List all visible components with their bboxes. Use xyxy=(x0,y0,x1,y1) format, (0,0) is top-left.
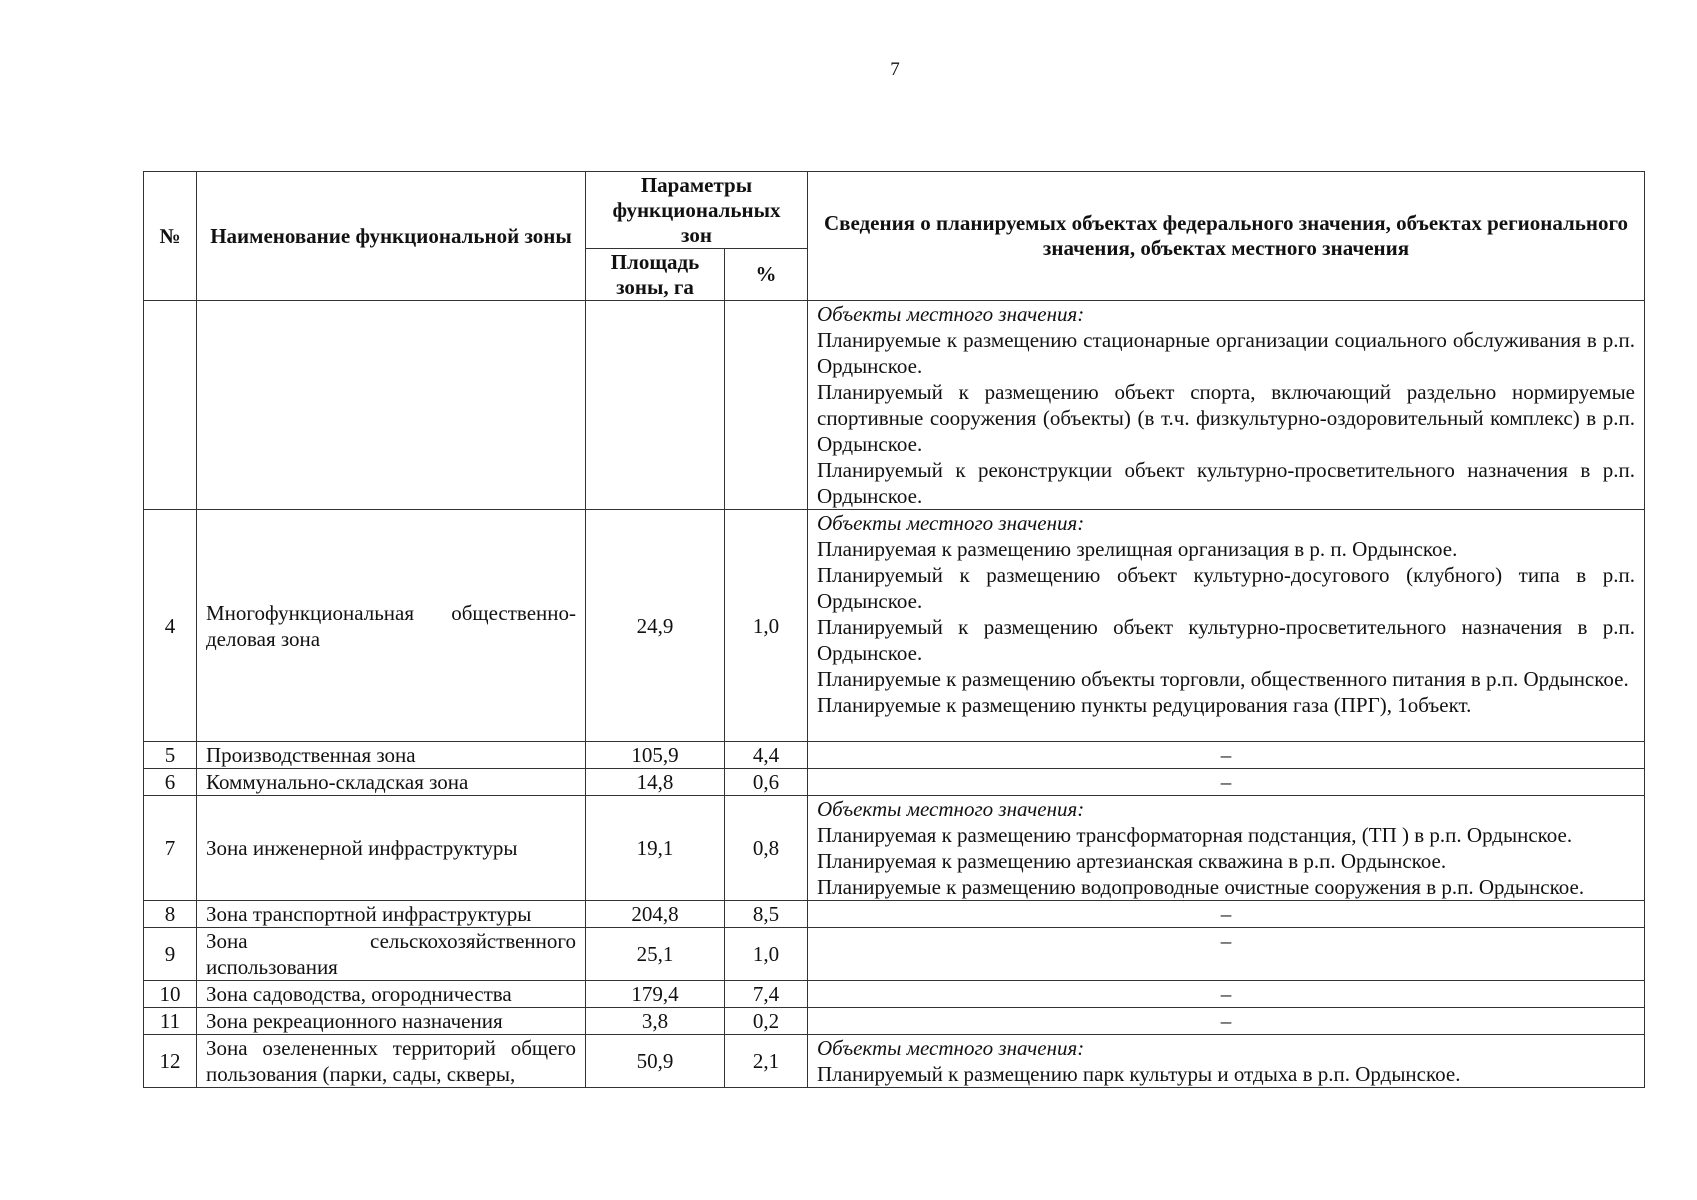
table-row xyxy=(144,796,1645,901)
objects-heading: Объекты местного значения: xyxy=(817,797,1085,821)
objects-heading: Объекты местного значения: xyxy=(817,302,1085,326)
objects-item: Планируемые к размещению стационарные организации социального обслуживания в р.п. Ордынское. xyxy=(817,328,1635,378)
zone-name xyxy=(197,301,586,510)
zone-area: 179,4 xyxy=(586,981,725,1008)
objects-item: Планируемый к размещению объект культурно-досугового (клубного) типа в р.п. Ордынское. xyxy=(817,563,1635,613)
objects-item: Планируемая к размещению трансформаторная подстанция, (ТП ) в р.п. Ордынское. xyxy=(817,823,1573,847)
table-row xyxy=(144,1035,1645,1088)
zone-percent: 0,2 xyxy=(725,1008,808,1035)
objects-item: Планируемые к размещению пункты редуцирования газа (ПРГ), 1объект. xyxy=(817,693,1472,717)
table-row xyxy=(144,928,1645,981)
row-number: 6 xyxy=(144,769,197,796)
planned-objects xyxy=(808,796,1645,901)
header-percent: % xyxy=(725,249,808,301)
table-row xyxy=(144,510,1645,742)
header-zone-parameters: Параметры функциональных зон xyxy=(586,172,808,249)
objects-item: Планируемая к размещению зрелищная организация в р. п. Ордынское. xyxy=(817,537,1458,561)
zone-name: Зона сельскохозяйственного использования xyxy=(197,928,586,981)
planned-objects-dash: – xyxy=(808,742,1645,769)
row-number: 12 xyxy=(144,1035,197,1088)
zone-percent: 2,1 xyxy=(725,1035,808,1088)
zone-name: Зона инженерной инфраструктуры xyxy=(197,796,586,901)
zone-area: 25,1 xyxy=(586,928,725,981)
row-number xyxy=(144,301,197,510)
row-number: 9 xyxy=(144,928,197,981)
zone-percent: 1,0 xyxy=(725,928,808,981)
zone-area: 3,8 xyxy=(586,1008,725,1035)
objects-item: Планируемый к размещению объект спорта, включающий раздельно нормируемые спортивные сооружения (объекты) (в т.ч. физкультурно-оздоровительный комплекс) в р.п. Ордынское. xyxy=(817,380,1635,456)
zone-area: 24,9 xyxy=(586,510,725,742)
table-row xyxy=(144,1008,1645,1035)
zone-name: Производственная зона xyxy=(197,742,586,769)
table-row xyxy=(144,901,1645,928)
planned-objects xyxy=(808,1035,1645,1088)
functional-zones-table xyxy=(143,171,1645,1088)
row-number: 4 xyxy=(144,510,197,742)
objects-item: Планируемый к реконструкции объект культурно-просветительного назначения в р.п. Ордынское. xyxy=(817,458,1635,508)
zone-area: 14,8 xyxy=(586,769,725,796)
zone-name: Многофункциональная общественно-деловая зона xyxy=(197,510,586,742)
zone-percent: 8,5 xyxy=(725,901,808,928)
objects-item: Планируемый к размещению парк культуры и отдыха в р.п. Ордынское. xyxy=(817,1062,1461,1086)
table-row xyxy=(144,769,1645,796)
objects-item: Планируемые к размещению объекты торговли, общественного питания в р.п. Ордынское. xyxy=(817,667,1629,691)
zone-percent: 0,8 xyxy=(725,796,808,901)
zone-area: 50,9 xyxy=(586,1035,725,1088)
zone-name: Зона садоводства, огородничества xyxy=(197,981,586,1008)
zone-name: Зона рекреационного назначения xyxy=(197,1008,586,1035)
row-number: 7 xyxy=(144,796,197,901)
row-number: 10 xyxy=(144,981,197,1008)
zone-percent: 7,4 xyxy=(725,981,808,1008)
table-row xyxy=(144,742,1645,769)
zone-area xyxy=(586,301,725,510)
zone-area: 19,1 xyxy=(586,796,725,901)
objects-heading: Объекты местного значения: xyxy=(817,511,1085,535)
objects-item: Планируемый к размещению объект культурно-просветительного назначения в р.п. Ордынское. xyxy=(817,615,1635,665)
objects-item: Планируемые к размещению водопроводные очистные сооружения в р.п. Ордынское. xyxy=(817,875,1585,899)
zone-name: Зона транспортной инфраструктуры xyxy=(197,901,586,928)
planned-objects-dash: – xyxy=(808,928,1645,981)
zone-name: Зона озелененных территорий общего пользования (парки, сады, скверы, xyxy=(197,1035,586,1088)
table-row xyxy=(144,981,1645,1008)
objects-item: Планируемая к размещению артезианская скважина в р.п. Ордынское. xyxy=(817,849,1447,873)
objects-heading: Объекты местного значения: xyxy=(817,1036,1085,1060)
zone-area: 105,9 xyxy=(586,742,725,769)
planned-objects xyxy=(808,510,1645,742)
header-area: Площадь зоны, га xyxy=(586,249,725,301)
planned-objects xyxy=(808,301,1645,510)
header-number: № xyxy=(144,172,197,301)
page-number: 7 xyxy=(890,59,900,80)
zone-area: 204,8 xyxy=(586,901,725,928)
zone-percent: 1,0 xyxy=(725,510,808,742)
row-number: 11 xyxy=(144,1008,197,1035)
table-row xyxy=(144,301,1645,510)
zone-name: Коммунально-складская зона xyxy=(197,769,586,796)
zone-percent xyxy=(725,301,808,510)
planned-objects-dash: – xyxy=(808,981,1645,1008)
planned-objects-dash: – xyxy=(808,901,1645,928)
row-number: 5 xyxy=(144,742,197,769)
zone-percent: 0,6 xyxy=(725,769,808,796)
header-planned-objects: Сведения о планируемых объектах федерального значения, объектах регионального значения, объектах местного значения xyxy=(808,172,1645,301)
planned-objects-dash: – xyxy=(808,769,1645,796)
row-number: 8 xyxy=(144,901,197,928)
zone-percent: 4,4 xyxy=(725,742,808,769)
header-zone-name: Наименование функциональной зоны xyxy=(197,172,586,301)
planned-objects-dash: – xyxy=(808,1008,1645,1035)
